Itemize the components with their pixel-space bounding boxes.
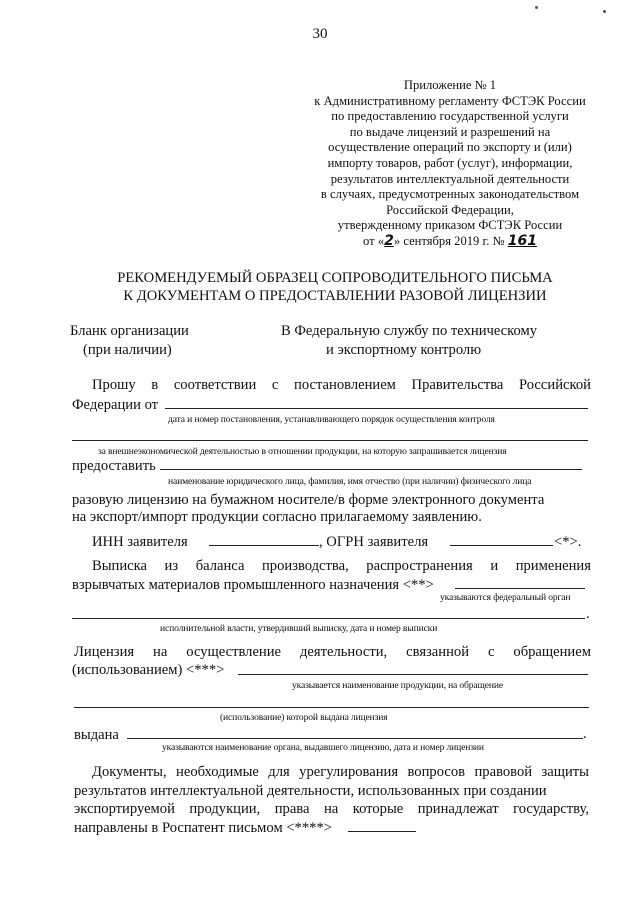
appendix-line: по выдаче лицензий и разрешений на: [349, 124, 551, 139]
appendix-date-line: [300, 234, 600, 250]
word: на: [323, 801, 339, 817]
appendix-line: импорту товаров, работ (услуг), информации,: [327, 155, 573, 170]
extract-line-2: взрывчатых материалов промышленного назначения <**>: [72, 577, 434, 593]
word: урегулирования: [299, 764, 399, 780]
recipient-line-2: и экспортному контролю: [326, 342, 482, 358]
appendix-line: Приложение № 1: [403, 78, 497, 92]
issuer-field[interactable]: [127, 738, 583, 739]
issued-label: выдана: [74, 727, 119, 743]
word: и: [490, 558, 499, 574]
word: распространения: [366, 558, 473, 574]
caption-issuer: указываются наименование органа, выдавшего лицензию, дата и номер лицензии: [162, 742, 484, 753]
docs-line-4: направлены в Роспатент письмом <****>: [74, 820, 332, 836]
handwritten-number: 161: [507, 232, 537, 249]
word: деятельности,: [299, 644, 388, 660]
page-number: 30: [312, 26, 328, 42]
docs-line-1: [92, 763, 589, 781]
word: в: [151, 377, 159, 393]
word: производства,: [261, 558, 349, 574]
heading-line-1: РЕКОМЕНДУЕМЫЙ ОБРАЗЕЦ СОПРОВОДИТЕЛЬНОГО ПИСЬМА: [117, 270, 553, 286]
federal-body-field[interactable]: [455, 588, 585, 589]
caption-resolution: дата и номер постановления, устанавливающего порядок осуществления контроля: [168, 414, 495, 425]
sender-line-2: (при наличии): [83, 342, 172, 358]
recipient-line-1: В Федеральную службу по техническому: [281, 323, 538, 339]
word: с: [271, 377, 279, 393]
foreign-trade-field[interactable]: [72, 440, 588, 441]
word: принадлежат: [417, 801, 499, 817]
appendix-block: [300, 78, 600, 250]
word: государству,: [513, 801, 589, 817]
licence-line-1: [74, 643, 591, 661]
word: Прошу: [92, 377, 136, 393]
word: Российской: [519, 377, 591, 393]
caption-product: указывается наименование продукции, на обращение: [292, 680, 503, 691]
executive-field[interactable]: [72, 618, 585, 619]
word: постановлением: [294, 377, 396, 393]
scan-speck: [603, 10, 606, 13]
word: Правительства: [411, 377, 504, 393]
handwritten-day: 2: [384, 232, 394, 249]
word: осуществление: [186, 644, 282, 660]
resolution-field[interactable]: [165, 408, 588, 409]
end-dot: .: [586, 606, 590, 622]
request-line-1: [92, 376, 591, 394]
issued-dot: .: [583, 726, 587, 742]
heading-line-2: К ДОКУМЕНТАМ О ПРЕДОСТАВЛЕНИИ РАЗОВОЙ ЛИЦЕНЗИИ: [123, 288, 547, 304]
word: из: [164, 558, 179, 574]
word: Выписка: [92, 558, 147, 574]
word: с: [487, 644, 495, 660]
caption-foreign-trade: за внешнеэкономической деятельностью в отношении продукции, на которую запрашивается лицензия: [98, 446, 507, 457]
word: на: [153, 644, 168, 660]
caption-federal-body: указываются федеральный орган: [440, 592, 571, 603]
license-line-1: разовую лицензию на бумажном носителе/в форме электронного документа: [72, 492, 545, 508]
appendix-line: Российской Федерации,: [386, 202, 514, 217]
date-middle: » сентября 2019 г. №: [393, 233, 508, 248]
federation-from-label: Федерации от: [72, 397, 159, 413]
ogrn-end: <*>.: [554, 534, 582, 550]
word: Документы,: [92, 764, 167, 780]
word: для: [268, 764, 290, 780]
word: соответствии: [173, 377, 257, 393]
word: которые: [352, 801, 404, 817]
word: баланса: [195, 558, 245, 574]
caption-executive: исполнительной власти, утвердивший выписку, дата и номер выписки: [160, 623, 438, 634]
extract-line-1: [92, 557, 591, 575]
inn-field[interactable]: [209, 545, 319, 546]
word: вопросов: [407, 764, 466, 780]
usage-field[interactable]: [74, 707, 589, 708]
appendix-line: утвержденному приказом ФСТЭК России: [337, 218, 563, 233]
word: права: [274, 801, 310, 817]
ogrn-label: , ОГРН заявителя: [319, 534, 429, 550]
word: экспортируемой: [74, 801, 175, 817]
appendix-line: в случаях, предусмотренных законодательством: [320, 187, 580, 202]
sender-line-1: Бланк организации: [70, 323, 189, 339]
date-prefix: от «: [363, 233, 385, 248]
word: связанной: [406, 644, 469, 660]
docs-line-3: [74, 800, 589, 818]
appendix-line: результатов интеллектуальной деятельности: [330, 171, 570, 186]
appendix-line: по предоставлению государственной услуги: [331, 109, 569, 124]
appendix-line: осуществление операций по экспорту и (или): [328, 140, 572, 155]
appendix-line: к Административному регламенту ФСТЭК России: [314, 93, 586, 108]
license-line-2: на экспорт/импорт продукции согласно прилагаемому заявлению.: [72, 509, 482, 525]
licence-line-2: (использованием) <***>: [72, 662, 225, 678]
caption-applicant: наименование юридического лица, фамилия, имя отчество (при наличии) физического лица: [168, 476, 532, 487]
docs-line-2: результатов интеллектуальной деятельности, использованных при создании: [74, 783, 547, 799]
word: применения: [515, 558, 591, 574]
word: продукции,: [189, 801, 261, 817]
document-heading: [90, 269, 580, 305]
inn-label: ИНН заявителя: [92, 534, 188, 550]
word: необходимые: [176, 764, 259, 780]
product-field[interactable]: [238, 674, 588, 675]
provide-label: предоставить: [72, 458, 156, 474]
word: защиты: [541, 764, 589, 780]
rospatent-letter-field[interactable]: [348, 831, 416, 832]
word: правовой: [474, 764, 533, 780]
scan-speck: [535, 6, 538, 9]
ogrn-field[interactable]: [450, 545, 553, 546]
word: Лицензия: [74, 644, 135, 660]
applicant-field[interactable]: [160, 469, 582, 470]
word: обращением: [513, 644, 591, 660]
caption-usage: (использование) которой выдана лицензия: [220, 712, 388, 723]
